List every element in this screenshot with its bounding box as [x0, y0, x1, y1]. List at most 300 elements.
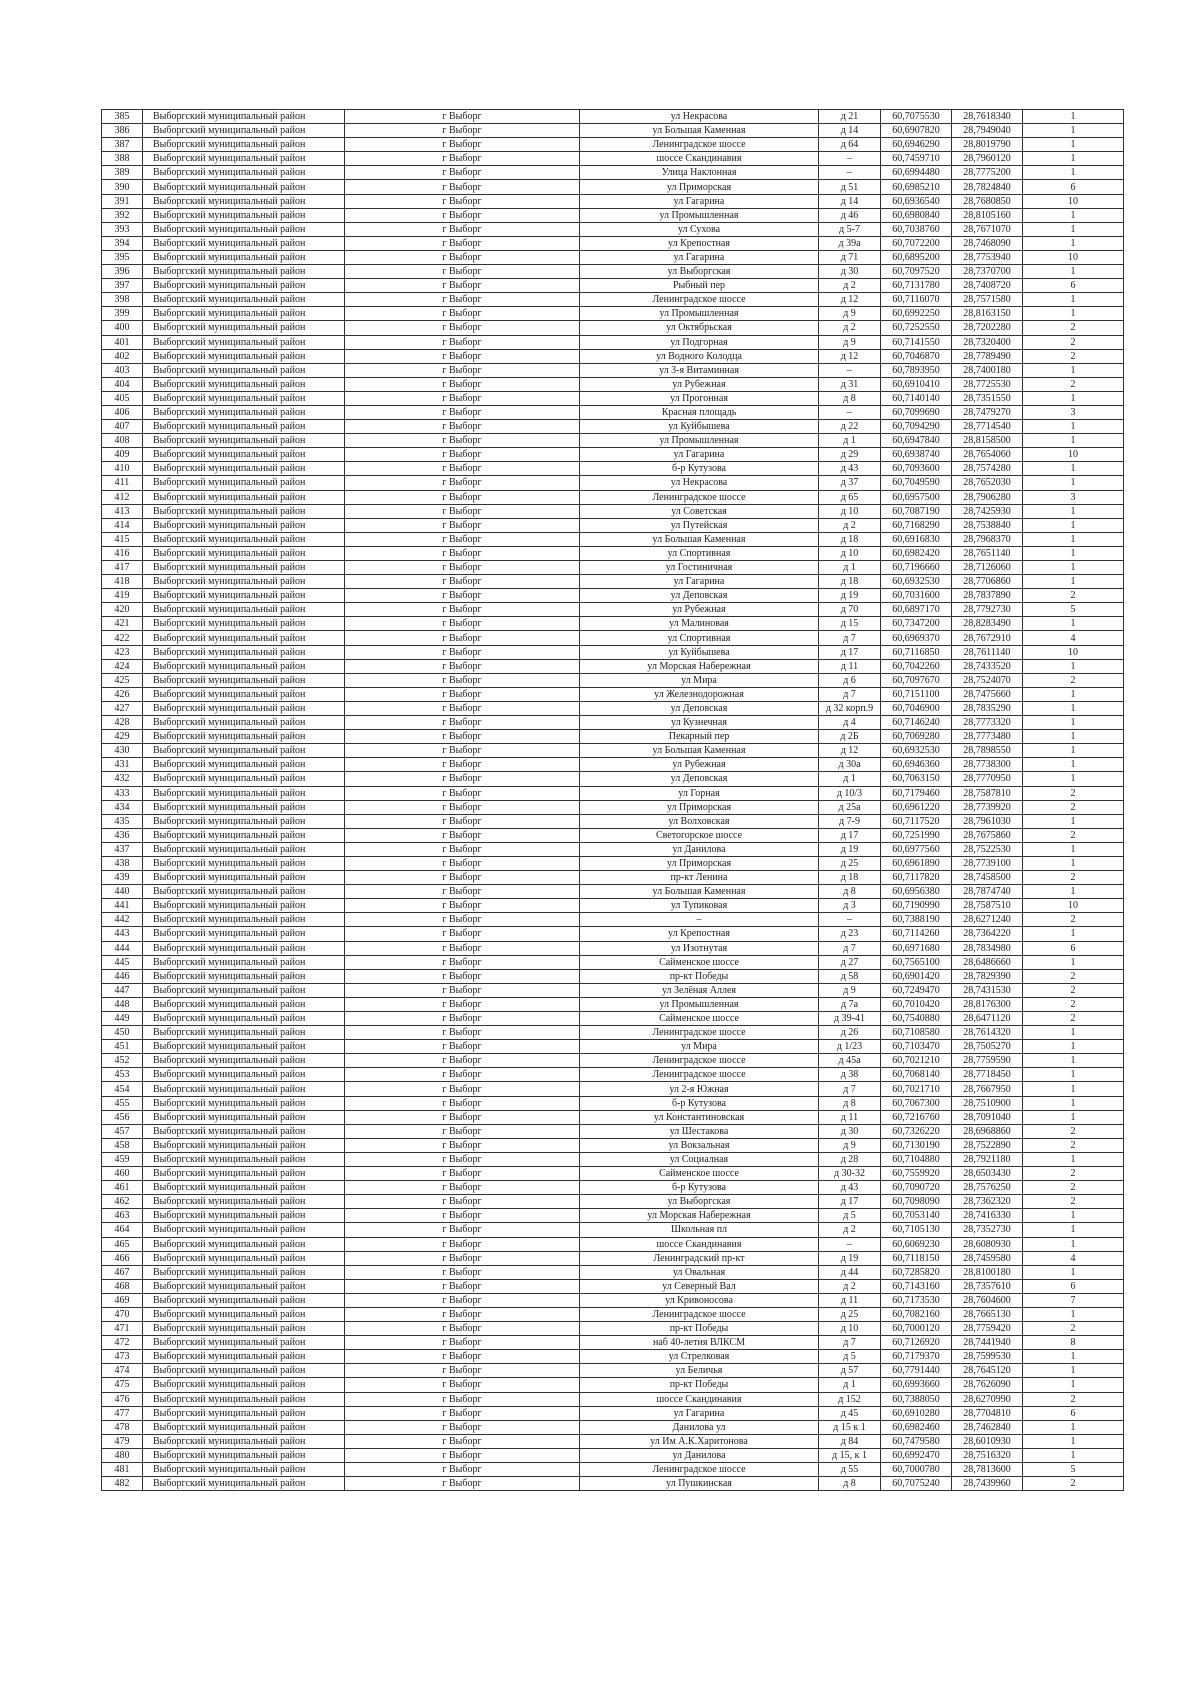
longitude-cell: 28,7837890	[952, 589, 1023, 603]
latitude-cell: 60,7072200	[881, 236, 952, 250]
row-number: 447	[102, 983, 143, 997]
row-number: 463	[102, 1209, 143, 1223]
row-number: 441	[102, 899, 143, 913]
district-cell: Выборгский муниципальный район	[143, 842, 345, 856]
longitude-cell: 28,7479270	[952, 405, 1023, 419]
district-cell: Выборгский муниципальный район	[143, 1279, 345, 1293]
row-number: 398	[102, 293, 143, 307]
house-cell: д 7	[819, 1336, 881, 1350]
district-cell: Выборгский муниципальный район	[143, 969, 345, 983]
table-row	[102, 786, 1124, 800]
town-cell: г Выборг	[345, 1152, 580, 1166]
latitude-cell: 60,6932530	[881, 575, 952, 589]
row-number: 411	[102, 476, 143, 490]
street-cell: ул Сухова	[580, 222, 819, 236]
row-number: 475	[102, 1378, 143, 1392]
row-number: 477	[102, 1406, 143, 1420]
town-cell: г Выборг	[345, 701, 580, 715]
latitude-cell: 60,7190990	[881, 899, 952, 913]
count-cell: 2	[1023, 1392, 1124, 1406]
district-cell: Выборгский муниципальный район	[143, 1152, 345, 1166]
longitude-cell: 28,7468090	[952, 236, 1023, 250]
longitude-cell: 28,7538840	[952, 518, 1023, 532]
town-cell: г Выборг	[345, 1265, 580, 1279]
table-row	[102, 180, 1124, 194]
table-row	[102, 1336, 1124, 1350]
longitude-cell: 28,7739920	[952, 800, 1023, 814]
district-cell: Выборгский муниципальный район	[143, 716, 345, 730]
latitude-cell: 60,6992250	[881, 307, 952, 321]
town-cell: г Выборг	[345, 138, 580, 152]
latitude-cell: 60,7791440	[881, 1364, 952, 1378]
district-cell: Выборгский муниципальный район	[143, 730, 345, 744]
latitude-cell: 60,7053140	[881, 1209, 952, 1223]
house-cell: д 5	[819, 1350, 881, 1364]
latitude-cell: 60,7565100	[881, 955, 952, 969]
district-cell: Выборгский муниципальный район	[143, 391, 345, 405]
street-cell: ул Выборгская	[580, 265, 819, 279]
house-cell: д 18	[819, 871, 881, 885]
table-row	[102, 1223, 1124, 1237]
street-cell: ул Некрасова	[580, 476, 819, 490]
street-cell: Улица Наклонная	[580, 166, 819, 180]
count-cell: 2	[1023, 997, 1124, 1011]
row-number: 454	[102, 1082, 143, 1096]
longitude-cell: 28,7672910	[952, 631, 1023, 645]
count-cell: 1	[1023, 293, 1124, 307]
row-number: 460	[102, 1167, 143, 1181]
count-cell: 1	[1023, 955, 1124, 969]
street-cell: ул Некрасова	[580, 110, 819, 124]
latitude-cell: 60,7459710	[881, 152, 952, 166]
town-cell: г Выборг	[345, 617, 580, 631]
table-row	[102, 913, 1124, 927]
town-cell: г Выборг	[345, 1364, 580, 1378]
latitude-cell: 60,7094290	[881, 420, 952, 434]
street-cell: Данилова ул	[580, 1420, 819, 1434]
district-cell: Выборгский муниципальный район	[143, 1012, 345, 1026]
house-cell: д 45	[819, 1406, 881, 1420]
district-cell: Выборгский муниципальный район	[143, 659, 345, 673]
count-cell: 2	[1023, 349, 1124, 363]
house-cell: д 7-9	[819, 814, 881, 828]
count-cell: 7	[1023, 1293, 1124, 1307]
latitude-cell: 60,7038760	[881, 222, 952, 236]
street-cell: ул Северный Вал	[580, 1279, 819, 1293]
row-number: 438	[102, 856, 143, 870]
latitude-cell: 60,7388190	[881, 913, 952, 927]
table-row	[102, 1110, 1124, 1124]
house-cell: д 14	[819, 124, 881, 138]
count-cell: 2	[1023, 1181, 1124, 1195]
district-cell: Выборгский муниципальный район	[143, 814, 345, 828]
latitude-cell: 60,7042260	[881, 659, 952, 673]
table-row	[102, 659, 1124, 673]
table-row	[102, 941, 1124, 955]
table-row	[102, 1237, 1124, 1251]
house-cell: д 12	[819, 744, 881, 758]
street-cell: Ленинградское шоссе	[580, 138, 819, 152]
row-number: 466	[102, 1251, 143, 1265]
count-cell: 1	[1023, 730, 1124, 744]
table-row	[102, 1012, 1124, 1026]
street-cell: ул Промышленная	[580, 434, 819, 448]
house-cell: д 57	[819, 1364, 881, 1378]
town-cell: г Выборг	[345, 1463, 580, 1477]
longitude-cell: 28,7725530	[952, 377, 1023, 391]
district-cell: Выборгский муниципальный район	[143, 1209, 345, 1223]
district-cell: Выборгский муниципальный район	[143, 166, 345, 180]
longitude-cell: 28,7433520	[952, 659, 1023, 673]
latitude-cell: 60,7068140	[881, 1068, 952, 1082]
town-cell: г Выборг	[345, 913, 580, 927]
longitude-cell: 28,7439960	[952, 1477, 1023, 1491]
district-cell: Выборгский муниципальный район	[143, 405, 345, 419]
town-cell: г Выборг	[345, 1322, 580, 1336]
house-cell: д 152	[819, 1392, 881, 1406]
table-row	[102, 1265, 1124, 1279]
town-cell: г Выборг	[345, 1448, 580, 1462]
latitude-cell: 60,6907820	[881, 124, 952, 138]
longitude-cell: 28,7813600	[952, 1463, 1023, 1477]
row-number: 451	[102, 1040, 143, 1054]
district-cell: Выборгский муниципальный район	[143, 222, 345, 236]
town-cell: г Выборг	[345, 842, 580, 856]
count-cell: 5	[1023, 603, 1124, 617]
table-row	[102, 1420, 1124, 1434]
data-table-container	[101, 109, 1099, 1491]
table-row	[102, 561, 1124, 575]
street-cell: ул Тупиковая	[580, 899, 819, 913]
street-cell: ул Им А.К.Харитонова	[580, 1434, 819, 1448]
street-cell: ул Гагарина	[580, 575, 819, 589]
count-cell: 2	[1023, 1195, 1124, 1209]
longitude-cell: 28,8283490	[952, 617, 1023, 631]
street-cell: ул Кузнечная	[580, 716, 819, 730]
row-number: 476	[102, 1392, 143, 1406]
house-cell: д 64	[819, 138, 881, 152]
house-cell: д 10	[819, 546, 881, 560]
street-cell: ул Спортивная	[580, 546, 819, 560]
district-cell: Выборгский муниципальный район	[143, 138, 345, 152]
count-cell: 2	[1023, 1167, 1124, 1181]
count-cell: 2	[1023, 1012, 1124, 1026]
longitude-cell: 28,7874740	[952, 885, 1023, 899]
row-number: 458	[102, 1138, 143, 1152]
street-cell: Ленинградское шоссе	[580, 293, 819, 307]
longitude-cell: 28,7431530	[952, 983, 1023, 997]
district-cell: Выборгский муниципальный район	[143, 250, 345, 264]
row-number: 432	[102, 772, 143, 786]
town-cell: г Выборг	[345, 1420, 580, 1434]
district-cell: Выборгский муниципальный район	[143, 1463, 345, 1477]
town-cell: г Выборг	[345, 546, 580, 560]
house-cell: д 27	[819, 955, 881, 969]
row-number: 402	[102, 349, 143, 363]
district-cell: Выборгский муниципальный район	[143, 236, 345, 250]
table-row	[102, 490, 1124, 504]
latitude-cell: 60,7117520	[881, 814, 952, 828]
town-cell: г Выборг	[345, 1279, 580, 1293]
table-row	[102, 955, 1124, 969]
latitude-cell: 60,7196660	[881, 561, 952, 575]
row-number: 399	[102, 307, 143, 321]
table-row	[102, 504, 1124, 518]
longitude-cell: 28,7522890	[952, 1138, 1023, 1152]
street-cell: ул Изотнутая	[580, 941, 819, 955]
district-cell: Выборгский муниципальный район	[143, 1181, 345, 1195]
longitude-cell: 28,7587810	[952, 786, 1023, 800]
district-cell: Выборгский муниципальный район	[143, 927, 345, 941]
longitude-cell: 28,7510900	[952, 1096, 1023, 1110]
table-row	[102, 546, 1124, 560]
address-table	[101, 109, 1124, 1491]
count-cell: 1	[1023, 744, 1124, 758]
row-number: 424	[102, 659, 143, 673]
latitude-cell: 60,7251990	[881, 828, 952, 842]
latitude-cell: 60,6947840	[881, 434, 952, 448]
town-cell: г Выборг	[345, 1110, 580, 1124]
table-row	[102, 716, 1124, 730]
district-cell: Выборгский муниципальный район	[143, 1082, 345, 1096]
district-cell: Выборгский муниципальный район	[143, 110, 345, 124]
house-cell: д 2	[819, 1279, 881, 1293]
town-cell: г Выборг	[345, 1138, 580, 1152]
town-cell: г Выборг	[345, 1350, 580, 1364]
town-cell: г Выборг	[345, 871, 580, 885]
count-cell: 1	[1023, 1265, 1124, 1279]
street-cell: ул Деповская	[580, 772, 819, 786]
latitude-cell: 60,7168290	[881, 518, 952, 532]
street-cell: ул Гагарина	[580, 250, 819, 264]
count-cell: 1	[1023, 1152, 1124, 1166]
house-cell: д 17	[819, 645, 881, 659]
town-cell: г Выборг	[345, 955, 580, 969]
longitude-cell: 28,7364220	[952, 927, 1023, 941]
count-cell: 2	[1023, 1322, 1124, 1336]
street-cell: ул Зелёная Аллея	[580, 983, 819, 997]
house-cell: д 39а	[819, 236, 881, 250]
count-cell: 1	[1023, 1026, 1124, 1040]
count-cell: 2	[1023, 983, 1124, 997]
house-cell: д 19	[819, 1251, 881, 1265]
latitude-cell: 60,7075240	[881, 1477, 952, 1491]
town-cell: г Выборг	[345, 631, 580, 645]
longitude-cell: 28,7352730	[952, 1223, 1023, 1237]
longitude-cell: 28,7626090	[952, 1378, 1023, 1392]
street-cell: б-р Кутузова	[580, 462, 819, 476]
latitude-cell: 60,7069280	[881, 730, 952, 744]
town-cell: г Выборг	[345, 335, 580, 349]
table-row	[102, 1293, 1124, 1307]
longitude-cell: 28,7773320	[952, 716, 1023, 730]
table-row	[102, 222, 1124, 236]
house-cell: д 37	[819, 476, 881, 490]
street-cell: ул Гагарина	[580, 194, 819, 208]
latitude-cell: 60,7179460	[881, 786, 952, 800]
longitude-cell: 28,7834980	[952, 941, 1023, 955]
count-cell: 1	[1023, 1237, 1124, 1251]
row-number: 448	[102, 997, 143, 1011]
district-cell: Выборгский муниципальный район	[143, 504, 345, 518]
street-cell: ул Железнодорожная	[580, 687, 819, 701]
table-row	[102, 1434, 1124, 1448]
count-cell: 2	[1023, 913, 1124, 927]
table-row	[102, 250, 1124, 264]
district-cell: Выборгский муниципальный район	[143, 1026, 345, 1040]
table-row	[102, 1251, 1124, 1265]
latitude-cell: 60,7049590	[881, 476, 952, 490]
row-number: 396	[102, 265, 143, 279]
longitude-cell: 28,7667950	[952, 1082, 1023, 1096]
longitude-cell: 28,7614320	[952, 1026, 1023, 1040]
row-number: 394	[102, 236, 143, 250]
count-cell: 2	[1023, 335, 1124, 349]
town-cell: г Выборг	[345, 1181, 580, 1195]
row-number: 385	[102, 110, 143, 124]
table-row	[102, 687, 1124, 701]
row-number: 422	[102, 631, 143, 645]
row-number: 415	[102, 532, 143, 546]
district-cell: Выборгский муниципальный район	[143, 1124, 345, 1138]
table-row	[102, 1167, 1124, 1181]
district-cell: Выборгский муниципальный район	[143, 1434, 345, 1448]
latitude-cell: 60,6961220	[881, 800, 952, 814]
table-row	[102, 589, 1124, 603]
count-cell: 1	[1023, 208, 1124, 222]
row-number: 472	[102, 1336, 143, 1350]
table-row	[102, 828, 1124, 842]
town-cell: г Выборг	[345, 561, 580, 575]
row-number: 465	[102, 1237, 143, 1251]
district-cell: Выборгский муниципальный район	[143, 856, 345, 870]
longitude-cell: 28,6271240	[952, 913, 1023, 927]
house-cell: д 1	[819, 434, 881, 448]
longitude-cell: 28,7704810	[952, 1406, 1023, 1420]
count-cell: 6	[1023, 279, 1124, 293]
table-row	[102, 152, 1124, 166]
town-cell: г Выборг	[345, 434, 580, 448]
town-cell: г Выборг	[345, 772, 580, 786]
town-cell: г Выборг	[345, 983, 580, 997]
longitude-cell: 28,7759590	[952, 1054, 1023, 1068]
district-cell: Выборгский муниципальный район	[143, 1237, 345, 1251]
count-cell: 6	[1023, 1406, 1124, 1420]
row-number: 457	[102, 1124, 143, 1138]
longitude-cell: 28,7459580	[952, 1251, 1023, 1265]
count-cell: 1	[1023, 1110, 1124, 1124]
latitude-cell: 60,7252550	[881, 321, 952, 335]
town-cell: г Выборг	[345, 716, 580, 730]
count-cell: 1	[1023, 716, 1124, 730]
row-number: 461	[102, 1181, 143, 1195]
longitude-cell: 28,7522530	[952, 842, 1023, 856]
count-cell: 1	[1023, 1420, 1124, 1434]
district-cell: Выборгский муниципальный район	[143, 532, 345, 546]
longitude-cell: 28,7680850	[952, 194, 1023, 208]
longitude-cell: 28,7587510	[952, 899, 1023, 913]
count-cell: 4	[1023, 1251, 1124, 1265]
table-row	[102, 1054, 1124, 1068]
longitude-cell: 28,7599530	[952, 1350, 1023, 1364]
count-cell: 1	[1023, 617, 1124, 631]
table-row	[102, 420, 1124, 434]
town-cell: г Выборг	[345, 687, 580, 701]
house-cell: д 10	[819, 1322, 881, 1336]
longitude-cell: 28,7824840	[952, 180, 1023, 194]
longitude-cell: 28,7320400	[952, 335, 1023, 349]
street-cell: ул Гостиничная	[580, 561, 819, 575]
town-cell: г Выборг	[345, 885, 580, 899]
count-cell: 1	[1023, 842, 1124, 856]
street-cell: –	[580, 913, 819, 927]
street-cell: ул Прогонная	[580, 391, 819, 405]
street-cell: ул Беличья	[580, 1364, 819, 1378]
latitude-cell: 60,6993660	[881, 1378, 952, 1392]
table-row	[102, 744, 1124, 758]
longitude-cell: 28,7753940	[952, 250, 1023, 264]
house-cell: д 7	[819, 631, 881, 645]
table-row	[102, 349, 1124, 363]
longitude-cell: 28,7739100	[952, 856, 1023, 870]
house-cell: д 18	[819, 575, 881, 589]
house-cell: д 30-32	[819, 1167, 881, 1181]
latitude-cell: 60,7097670	[881, 673, 952, 687]
count-cell: 1	[1023, 532, 1124, 546]
district-cell: Выборгский муниципальный район	[143, 899, 345, 913]
latitude-cell: 60,6938740	[881, 448, 952, 462]
table-row	[102, 1209, 1124, 1223]
longitude-cell: 28,7091040	[952, 1110, 1023, 1124]
longitude-cell: 28,7351550	[952, 391, 1023, 405]
count-cell: 1	[1023, 236, 1124, 250]
table-row	[102, 307, 1124, 321]
longitude-cell: 28,8176300	[952, 997, 1023, 1011]
longitude-cell: 28,7714540	[952, 420, 1023, 434]
street-cell: ул Рубежная	[580, 603, 819, 617]
town-cell: г Выборг	[345, 1096, 580, 1110]
house-cell: д 65	[819, 490, 881, 504]
count-cell: 2	[1023, 589, 1124, 603]
row-number: 412	[102, 490, 143, 504]
row-number: 389	[102, 166, 143, 180]
district-cell: Выборгский муниципальный район	[143, 462, 345, 476]
table-row	[102, 110, 1124, 124]
district-cell: Выборгский муниципальный район	[143, 1378, 345, 1392]
table-row	[102, 983, 1124, 997]
latitude-cell: 60,6946360	[881, 758, 952, 772]
longitude-cell: 28,6270990	[952, 1392, 1023, 1406]
longitude-cell: 28,7671070	[952, 222, 1023, 236]
count-cell: 1	[1023, 1054, 1124, 1068]
town-cell: г Выборг	[345, 180, 580, 194]
table-row	[102, 673, 1124, 687]
latitude-cell: 60,7082160	[881, 1307, 952, 1321]
town-cell: г Выборг	[345, 1209, 580, 1223]
row-number: 471	[102, 1322, 143, 1336]
latitude-cell: 60,7479580	[881, 1434, 952, 1448]
table-row	[102, 800, 1124, 814]
street-cell: ул Приморская	[580, 180, 819, 194]
latitude-cell: 60,6977560	[881, 842, 952, 856]
row-number: 434	[102, 800, 143, 814]
row-number: 481	[102, 1463, 143, 1477]
count-cell: 1	[1023, 518, 1124, 532]
latitude-cell: 60,6982460	[881, 1420, 952, 1434]
table-row	[102, 1279, 1124, 1293]
house-cell: д 19	[819, 842, 881, 856]
district-cell: Выборгский муниципальный район	[143, 363, 345, 377]
